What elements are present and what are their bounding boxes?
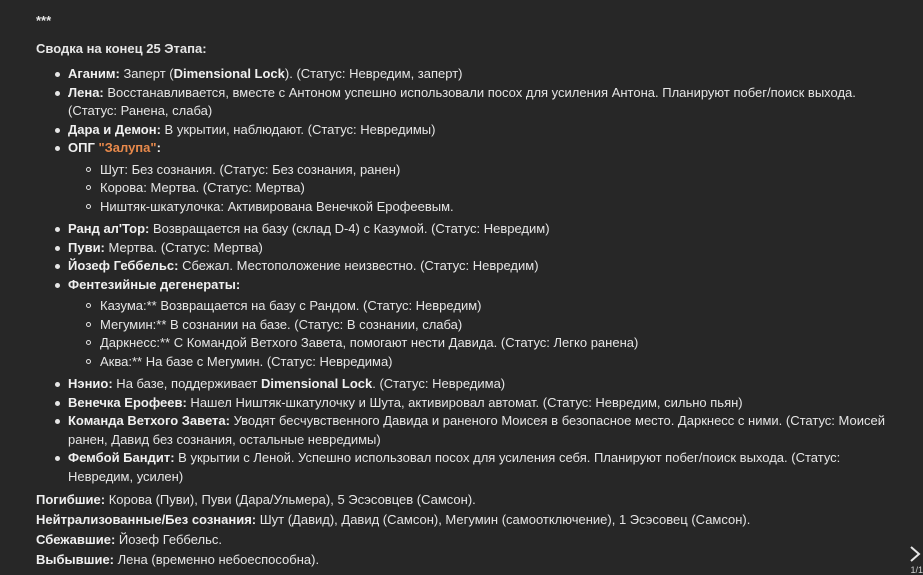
sublist-item: Казума:** Возвращается на базу с Рандом. (Статус: Невредим)	[36, 297, 886, 316]
sublist-item: Корова: Мертва. (Статус: Мертва)	[36, 179, 886, 198]
chevron-right-icon[interactable]	[909, 545, 921, 567]
sublist-item: Ништяк-шкатулочка: Активирована Венечкой Ерофеевым.	[36, 198, 886, 217]
summary-dead: Погибшие: Корова (Пуви), Пуви (Дара/Ульмера), 5 Эсэсовцев (Самсон).	[36, 492, 476, 507]
sublist-item: Мегумин:** В сознании на базе. (Статус: В сознании, слаба)	[36, 316, 886, 335]
list-item-aganim: Аганим: Заперт (Dimensional Lock). (Статус: Невредим, заперт)	[36, 65, 886, 84]
summary-block	[0, 490, 886, 569]
page-indicator: 1/1	[910, 565, 923, 575]
list-item-femboy: Фембой Бандит: В укрытии с Леной. Успешно использовал посох для усиления себя. Планируют побег/поиск выхода. (Статус: Невредим, усилен)	[36, 449, 886, 486]
fantasy-sublist	[68, 297, 886, 371]
sublist-item: Шут: Без сознания. (Статус: Без сознания, ранен)	[36, 161, 886, 180]
list-item-lena: Лена: Восстанавливается, вместе с Антоном успешно использовали посох для усиления Антона. Планируют побег/поиск выхода. (Статус: Ранена, слаба)	[36, 84, 886, 121]
separator-stars: ***	[36, 13, 52, 28]
summary-out: Выбывшие: Лена (временно небоеспособна).	[36, 552, 320, 567]
summary-escaped: Сбежавшие: Йозеф Геббельс.	[36, 532, 222, 547]
list-item-opg: ОПГ "Залупа": Шут: Без сознания. (Статус: Без сознания, ранен) Корова: Мертва. (Статус: Мертва) Ништяк-шкатулочка: Активирована Венечкой Ерофеевым.	[36, 139, 886, 216]
list-item-venechka: Венечка Ерофеев: Нашел Ништяк-шкатулочку и Шута, активировал автомат. (Статус: Невредим, сильно пьян)	[36, 394, 886, 413]
list-item-rand: Ранд ал'Тор: Возвращается на базу (склад D-4) с Казумой. (Статус: Невредим)	[36, 220, 886, 239]
summary-title: Сводка на конец 25 Этапа:	[36, 41, 207, 56]
summary-neutralized: Нейтрализованные/Без сознания: Шут (Давид), Давид (Самсон), Мегумин (самоотключение), 1 Эсэсовец (Самсон).	[36, 512, 751, 527]
list-item-dara: Дара и Демон: В укрытии, наблюдают. (Статус: Невредимы)	[36, 121, 886, 140]
list-item-goebbels: Йозеф Геббельс: Сбежал. Местоположение неизвестно. (Статус: Невредим)	[36, 257, 886, 276]
opg-sublist	[68, 161, 886, 217]
list-item-puvi: Пуви: Мертва. (Статус: Мертва)	[36, 239, 886, 258]
message-body	[36, 65, 886, 569]
list-item-old-testament: Команда Ветхого Завета: Уводят бесчувственного Давида и раненого Моисея в безопасное место. Даркнесс с ними. (Статус: Моисей ранен, Давид без сознания, остальные невредимы)	[36, 412, 886, 449]
sublist-item: Даркнесс:** С Командой Ветхого Завета, помогают нести Давида. (Статус: Легко ранена)	[36, 334, 886, 353]
list-item-fantasy: Фентезийные дегенераты: Казума:** Возвращается на базу с Рандом. (Статус: Невредим) Мегумин:** В сознании на базе. (Статус: В сознании, слаба) Даркнесс:** С Командой Ветхого Завета, помогают нести Давида. (Статус: Легко ранена) Аква:** На базе с Мегумин. (Статус: Невредима)	[36, 276, 886, 372]
opg-name-highlight: "Залупа"	[98, 140, 157, 155]
status-list	[36, 65, 886, 486]
list-item-nenio: Нэнио: На базе, поддерживает Dimensional Lock. (Статус: Невредима)	[36, 375, 886, 394]
sublist-item: Аква:** На базе с Мегумин. (Статус: Невредима)	[36, 353, 886, 372]
